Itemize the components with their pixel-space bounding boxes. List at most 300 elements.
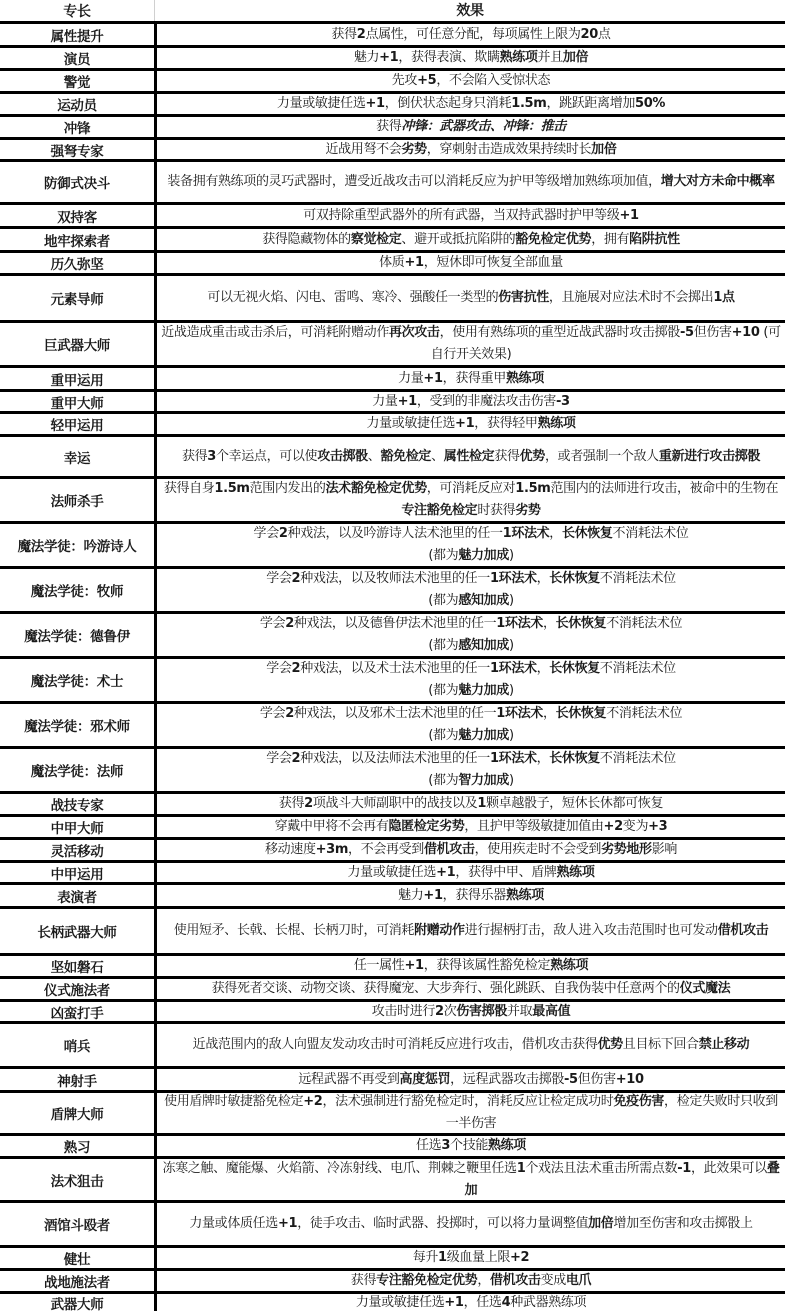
emphasis-text: +1 (397, 393, 417, 409)
feat-effect (154, 437, 785, 476)
feat-effect (154, 817, 785, 837)
emphasis-text: +3m (315, 842, 349, 857)
emphasis-text: 高度惩罚 (399, 1071, 451, 1087)
emphasis-text: -5 (679, 325, 694, 340)
plain-text: 种戏法，以及德鲁伊法术池里的任一 (293, 616, 497, 631)
plain-text: ，获得表演、欺瞒 (398, 50, 500, 65)
plain-text: 穿戴中甲将不会再有 (274, 819, 389, 834)
emphasis-text: -3 (555, 393, 570, 409)
emphasis-text: +5 (417, 73, 437, 88)
feat-effect-text (254, 523, 689, 567)
plain-text: 不消耗法术位 (599, 751, 676, 766)
emphasis-text: +1 (277, 1216, 298, 1231)
plain-text: 学会 (259, 706, 286, 721)
table-row (0, 226, 785, 250)
plain-text: 个技能 (450, 1138, 488, 1153)
table-row (0, 91, 785, 114)
feat-effect-text (356, 1292, 586, 1314)
emphasis-text: 免疫伤害 (613, 1094, 665, 1109)
emphasis-text: 1环法术 (489, 661, 537, 676)
emphasis-text: 仪式魔法 (679, 981, 731, 996)
feat-effect (154, 368, 785, 389)
feat-name: 健壮 (63, 1252, 91, 1268)
emphasis-text: 熟练项 (556, 864, 595, 880)
feat-name: 仪式施法者 (44, 983, 110, 999)
plain-text: 每升 (412, 1250, 439, 1265)
emphasis-text: 长休恢复 (561, 526, 613, 541)
feat-effect-text (277, 93, 665, 115)
plain-text: 次 (443, 1003, 457, 1019)
feat-effect-text (366, 413, 575, 435)
plain-text: 个幸运点，可以使 (215, 448, 318, 464)
plain-text: 使用短矛、长戟、长棍、长柄刀时，可消耗 (173, 923, 415, 938)
table-row (0, 953, 785, 976)
plain-text: 力量 (398, 370, 424, 386)
plain-text: ，受到的非魔法攻击伤害 (416, 393, 556, 409)
plain-text: 获得 (278, 796, 305, 811)
plain-text: 但伤害 (693, 325, 732, 340)
table-row (0, 1268, 785, 1291)
feat-effect (154, 1248, 785, 1268)
emphasis-text: 隐匿检定劣势 (388, 819, 465, 834)
feat-name: 坚如磐石 (50, 960, 104, 976)
feat-effect-text (167, 171, 774, 193)
emphasis-text: 3 (207, 448, 216, 464)
feat-effect-text (279, 793, 663, 815)
table-row (0, 611, 785, 656)
emphasis-text: 1 (438, 1250, 447, 1265)
plain-text: ，获得轻甲 (474, 416, 538, 431)
table-row (0, 434, 785, 476)
plain-text: 并取 (506, 1003, 533, 1019)
plain-text: ，获得该属性豁免检定 (423, 958, 551, 973)
emphasis-text: 魅力加成 (458, 683, 509, 698)
feat-effect (154, 704, 785, 746)
plain-text: ， (536, 571, 550, 586)
feat-name: 属性提升 (50, 28, 104, 45)
feat-effect (154, 979, 785, 999)
feat-effect-text (372, 391, 569, 413)
plain-text: 增加至伤害和攻击掷骰上 (613, 1216, 753, 1231)
emphasis-text: 1 (516, 1160, 526, 1176)
emphasis-text: 伤害抗性 (498, 290, 549, 305)
feat-name: 防御式决斗 (44, 176, 110, 192)
plain-text: 学会 (253, 526, 279, 541)
table-row (0, 1245, 785, 1268)
feat-name: 地牢探索者 (44, 233, 110, 250)
emphasis-text: +1 (379, 50, 399, 65)
plain-text: ，可消耗反应对 (426, 481, 516, 496)
plain-text: 不消耗法术位 (599, 661, 676, 676)
emphasis-text: +1 (404, 958, 424, 973)
plain-text: 力量 (372, 393, 398, 409)
emphasis-text: 禁止移动 (698, 1037, 750, 1052)
plain-text: ，获得重甲 (442, 370, 506, 386)
feat-effect-text (298, 1069, 643, 1091)
table-header-row (0, 0, 785, 21)
feat-name: 魔法学徒：吟游诗人 (17, 539, 137, 555)
feat-effect (154, 392, 785, 411)
feat-name: 元素导师 (50, 292, 104, 308)
plain-text: 、 (431, 448, 444, 464)
table-row (0, 1156, 785, 1200)
table-row (0, 45, 785, 68)
emphasis-text: 熟练项 (537, 416, 576, 431)
emphasis-text: 2 (435, 1003, 444, 1019)
emphasis-text: 借机攻击 (423, 842, 475, 857)
plain-text: 学会 (266, 571, 292, 586)
feat-effect-text (266, 658, 676, 702)
emphasis-text: 加倍 (562, 50, 589, 65)
emphasis-text: 熟练项 (505, 370, 544, 386)
plain-text: ，法术强制进行豁免检定时，消耗反应让检定成功时 (322, 1094, 614, 1109)
feat-effect-text (303, 205, 639, 227)
emphasis-text: 重新进行攻击掷骰 (658, 448, 761, 464)
table-row (0, 882, 785, 906)
feat-effect-text (326, 139, 617, 161)
table-row (0, 250, 785, 273)
plain-text: 装备拥有熟练项的灵巧武器时，遭受近战攻击可以消耗反应为护甲等级增加熟练项加值， (167, 174, 661, 189)
plain-text: ， (536, 661, 550, 676)
emphasis-text: 1环法术 (489, 751, 537, 766)
emphasis-text: 1 (477, 796, 487, 811)
feat-name: 战技专家 (50, 798, 104, 814)
table-row (0, 114, 785, 137)
emphasis-text: +1 (436, 864, 456, 880)
emphasis-text: 4 (501, 1294, 511, 1310)
plain-text: ，倒伏状态起身只消耗 (384, 96, 512, 111)
emphasis-text: +2 (303, 1094, 323, 1109)
plain-text: 种武器熟练项 (510, 1294, 587, 1310)
plain-text: 种戏法，以及术士法术池里的任一 (300, 661, 490, 676)
feat-name: 战地施法者 (44, 1275, 110, 1291)
emphasis-text: 法术豁免检定优势 (325, 481, 427, 496)
emphasis-text: 长休恢复 (555, 706, 607, 721)
plain-text: 获得 (350, 1273, 377, 1288)
plain-text: (可自行开关效果) (430, 325, 781, 362)
plain-text: (都为 (428, 683, 459, 698)
plain-text: 攻击时进行 (371, 1003, 436, 1019)
feat-name: 中甲大师 (50, 821, 104, 837)
feat-effect-text (376, 116, 566, 138)
plain-text: 学会 (266, 661, 292, 676)
feat-effect-text (262, 229, 680, 251)
feat-effect-text (398, 885, 544, 907)
feat-name: 法术狙击 (50, 1173, 104, 1190)
table-row (0, 746, 785, 791)
plain-text: 点 (597, 26, 611, 42)
feat-effect (154, 614, 785, 656)
feat-effect (154, 863, 785, 882)
feat-name: 魔法学徒：邪术师 (24, 719, 130, 735)
plain-text: 颗卓越骰子，短休长休都可恢复 (486, 796, 664, 811)
plain-text: 项战斗大师副职中的战技以及 (312, 796, 478, 811)
plain-text: 使用盾牌时敏捷豁免检定 (164, 1094, 304, 1109)
feat-name: 重甲运用 (50, 372, 104, 389)
plain-text: 近战造成重击或击杀后，可消耗附赠动作 (161, 325, 389, 340)
table-row (0, 566, 785, 611)
feat-effect (154, 414, 785, 434)
feat-effect (154, 1294, 785, 1311)
plain-text: 变为 (622, 819, 649, 834)
feat-name: 冲锋 (63, 121, 91, 137)
plain-text: ，任选 (463, 1294, 502, 1310)
plain-text: 级血量上限 (446, 1250, 511, 1265)
table-row (0, 701, 785, 746)
plain-text: 近战用弩不会 (325, 141, 402, 157)
plain-text: 不消耗法术位 (606, 706, 683, 721)
feat-name: 历久弥坚 (50, 257, 104, 273)
table-row (0, 320, 785, 365)
emphasis-text: 魅力加成 (458, 548, 509, 563)
plain-text: ，使用有熟练项的重型近战武器时攻击掷骰 (439, 325, 680, 340)
emphasis-text: 1.5m (515, 481, 551, 496)
feat-effect-text (212, 978, 731, 1000)
plain-text: 远程武器不再受到 (298, 1071, 400, 1087)
emphasis-text: 长休恢复 (549, 571, 600, 586)
plain-text: 种戏法，以及邪术士法术池里的任一 (293, 706, 497, 721)
plain-text: ) (508, 548, 514, 563)
feat-effect (154, 1002, 785, 1021)
feat-effect (154, 749, 785, 791)
feat-name: 双持客 (57, 209, 97, 226)
feat-effect (154, 253, 785, 273)
plain-text: ) (508, 728, 514, 743)
emphasis-text: 伤害掷骰 (456, 1003, 507, 1019)
feat-effect (154, 24, 785, 45)
feat-effect (154, 276, 785, 320)
table-row (0, 159, 785, 202)
feat-name: 凶蛮打手 (50, 1005, 104, 1022)
feat-effect (154, 794, 785, 814)
feat-effect-text (260, 613, 682, 657)
feat-name: 神射手 (57, 1073, 97, 1090)
feat-effect-text (159, 478, 783, 522)
plain-text: ) (508, 683, 514, 698)
feat-effect (154, 885, 785, 906)
plain-text: 、避开或抵抗陷阱的 (401, 231, 516, 247)
table-row (0, 999, 785, 1021)
emphasis-text: 2 (285, 706, 294, 721)
table-row (0, 411, 785, 434)
plain-text: 魅力 (353, 50, 380, 65)
table-row (0, 1066, 785, 1090)
emphasis-text: 3 (441, 1138, 451, 1153)
plain-text: 体质 (379, 255, 405, 270)
feat-name: 哨兵 (63, 1039, 91, 1055)
plain-text: 范围内发出的 (249, 481, 326, 496)
feat-name: 轻甲运用 (50, 418, 104, 434)
plain-text: 可以无视火焰、闪电、雷鸣、寒冷、强酸任一类型的 (207, 290, 499, 305)
feat-effect-text (348, 862, 595, 884)
feat-name: 表演者 (57, 889, 97, 906)
emphasis-text: 2 (356, 26, 366, 42)
feat-name: 魔法学徒：牧师 (30, 584, 124, 600)
plain-text: 并且 (537, 50, 563, 65)
plain-text: 任一属性 (353, 958, 405, 973)
feat-effect (154, 909, 785, 953)
emphasis-text: +10 (731, 325, 760, 340)
feat-effect (154, 117, 785, 137)
plain-text: ) (508, 638, 514, 653)
feat-effect-text (260, 703, 682, 747)
emphasis-text: 1环法术 (496, 616, 543, 631)
table-row (0, 365, 785, 389)
emphasis-text: +1 (619, 207, 639, 223)
plain-text: (都为 (428, 638, 459, 653)
plain-text: 力量或敏捷任选 (355, 1294, 445, 1310)
emphasis-text: 劣势 (401, 141, 427, 157)
feat-effect-text (392, 70, 550, 92)
emphasis-text: 加倍 (588, 1216, 614, 1231)
emphasis-text: 借机攻击 (489, 1273, 541, 1288)
plain-text: 获得 (331, 26, 357, 42)
emphasis-text: +1 (404, 255, 424, 270)
table-row (0, 521, 785, 566)
emphasis-text: 豁免检定 (380, 448, 432, 464)
plain-text: 冻寒之触、魔能爆、火焰箭、冷冻射线、电爪、荆棘之鞭里任选 (162, 1160, 517, 1176)
plain-text: 先攻 (391, 73, 418, 88)
emphasis-text: 陷阱抗性 (629, 231, 680, 247)
emphasis-text: 附赠动作 (414, 923, 465, 938)
feat-effect-text (265, 839, 677, 861)
plain-text: (都为 (428, 728, 459, 743)
feat-name: 强弩专家 (50, 143, 104, 160)
emphasis-text: 1环法术 (502, 526, 550, 541)
emphasis-text: 专注豁免检定优势 (376, 1273, 478, 1288)
plain-text: ，拥有 (591, 231, 630, 247)
emphasis-text: 增大对方未命中概率 (660, 174, 775, 189)
table-row (0, 837, 785, 860)
feat-effect (154, 569, 785, 611)
feat-effect (154, 956, 785, 976)
plain-text: 不消耗法术位 (599, 571, 676, 586)
plain-text: 力量或敏捷任选 (347, 864, 437, 880)
table-row (0, 906, 785, 953)
emphasis-text: 2 (285, 616, 294, 631)
feat-effect (154, 48, 785, 68)
plain-text: ， (477, 1273, 490, 1288)
emphasis-text: 感知加成 (458, 638, 509, 653)
emphasis-text: 1环法术 (496, 706, 543, 721)
feat-name: 灵活移动 (50, 844, 104, 860)
feat-effect (154, 94, 785, 114)
plain-text: ，远程武器攻击掷骰 (450, 1071, 565, 1087)
emphasis-text: 1环法术 (489, 571, 537, 586)
feat-effect-text (275, 816, 668, 838)
feat-effect (154, 162, 785, 202)
plain-text: 、 (367, 448, 381, 464)
plain-text: (都为 (428, 593, 459, 608)
plain-text: ，跳跃距离增加 (546, 96, 635, 111)
emphasis-text: 熟练项 (550, 958, 589, 973)
emphasis-text: +1 (444, 1294, 464, 1310)
feat-name: 长柄武器大师 (37, 925, 117, 941)
feat-effect-text (354, 955, 588, 977)
feat-effect-text (159, 1158, 783, 1202)
feat-effect-text (174, 920, 769, 942)
emphasis-text: 20 (580, 26, 598, 42)
plain-text: 学会 (266, 751, 292, 766)
emphasis-text: 2 (291, 751, 301, 766)
plain-text: 且目标下回合 (622, 1037, 699, 1052)
feat-effect-text (398, 368, 544, 390)
emphasis-text: 再次攻击 (388, 325, 440, 340)
feat-effect (154, 1024, 785, 1066)
feat-name: 盾牌大师 (50, 1107, 104, 1123)
table-row (0, 21, 785, 45)
plain-text: 个戏法且法术重击所需点数 (525, 1160, 678, 1176)
plain-text: ，短休即可恢复全部血量 (423, 255, 563, 270)
feat-name: 幸运 (63, 450, 91, 467)
plain-text: ，使用疾走时不会受到 (474, 842, 602, 857)
table-row (0, 1021, 785, 1066)
plain-text: 不消耗法术位 (606, 616, 683, 631)
table-row (0, 273, 785, 320)
feat-effect (154, 140, 785, 159)
emphasis-text: -1 (677, 1160, 691, 1176)
plain-text: ，获得乐器 (442, 887, 506, 903)
emphasis-text: 2 (304, 796, 313, 811)
feat-effect (154, 524, 785, 566)
plain-text: (都为 (428, 773, 459, 788)
emphasis-text: +2 (510, 1250, 530, 1265)
feat-effect (154, 229, 785, 250)
emphasis-text: 察觉检定 (350, 231, 402, 247)
emphasis-text: 借机攻击 (717, 923, 769, 938)
emphasis-text: 属性检定 (443, 448, 495, 464)
feat-effect-text (331, 24, 610, 46)
plain-text: ， (542, 706, 556, 721)
plain-text: ) (508, 593, 514, 608)
emphasis-text: +3 (648, 819, 668, 834)
emphasis-text: 豁免检定优势 (515, 231, 592, 247)
feat-effect-text (193, 1034, 750, 1056)
table-row (0, 476, 785, 521)
plain-text: 获得死者交谈、动物交谈、获得魔宠、大步奔行、强化跳跃、自我伪装中任意两个的 (211, 981, 680, 996)
emphasis-text: 熟练项 (488, 1138, 526, 1153)
table-row (0, 976, 785, 999)
emphasis-text: +1 (455, 416, 475, 431)
plain-text: 种戏法，以及法师法术池里的任一 (300, 751, 490, 766)
plain-text: ) (508, 773, 514, 788)
feat-name: 演员 (63, 52, 91, 68)
emphasis-text: 2 (278, 526, 288, 541)
plain-text: 种戏法，以及吟游诗人法术池里的任一 (287, 526, 503, 541)
emphasis-text: 1点 (713, 290, 735, 305)
plain-text: ，不会再受到 (348, 842, 424, 857)
feat-name: 熟习 (63, 1140, 91, 1156)
emphasis-text: 冲锋：武器攻击、冲锋：推击 (401, 119, 566, 134)
table-row (0, 814, 785, 837)
plain-text: ，不会陷入受惊状态 (436, 73, 551, 88)
emphasis-text: -5 (564, 1071, 578, 1087)
feat-effect-text (207, 287, 734, 309)
plain-text: ，此效果可以 (690, 1160, 767, 1176)
table-row (0, 791, 785, 814)
emphasis-text: 1.5m (511, 96, 547, 111)
feat-effect-text (416, 1135, 526, 1157)
feat-effect (154, 1093, 785, 1133)
plain-text: 范围内的法师进行攻击，被命中的生物在 (550, 481, 779, 496)
feat-name: 巨武器大师 (44, 338, 110, 354)
plain-text: 获得自身 (163, 481, 215, 496)
feat-name: 重甲大师 (50, 395, 104, 412)
feat-name: 警觉 (63, 75, 91, 91)
feat-effect (154, 1069, 785, 1090)
emphasis-text: 叠加 (464, 1160, 780, 1198)
feat-effect (154, 71, 785, 91)
